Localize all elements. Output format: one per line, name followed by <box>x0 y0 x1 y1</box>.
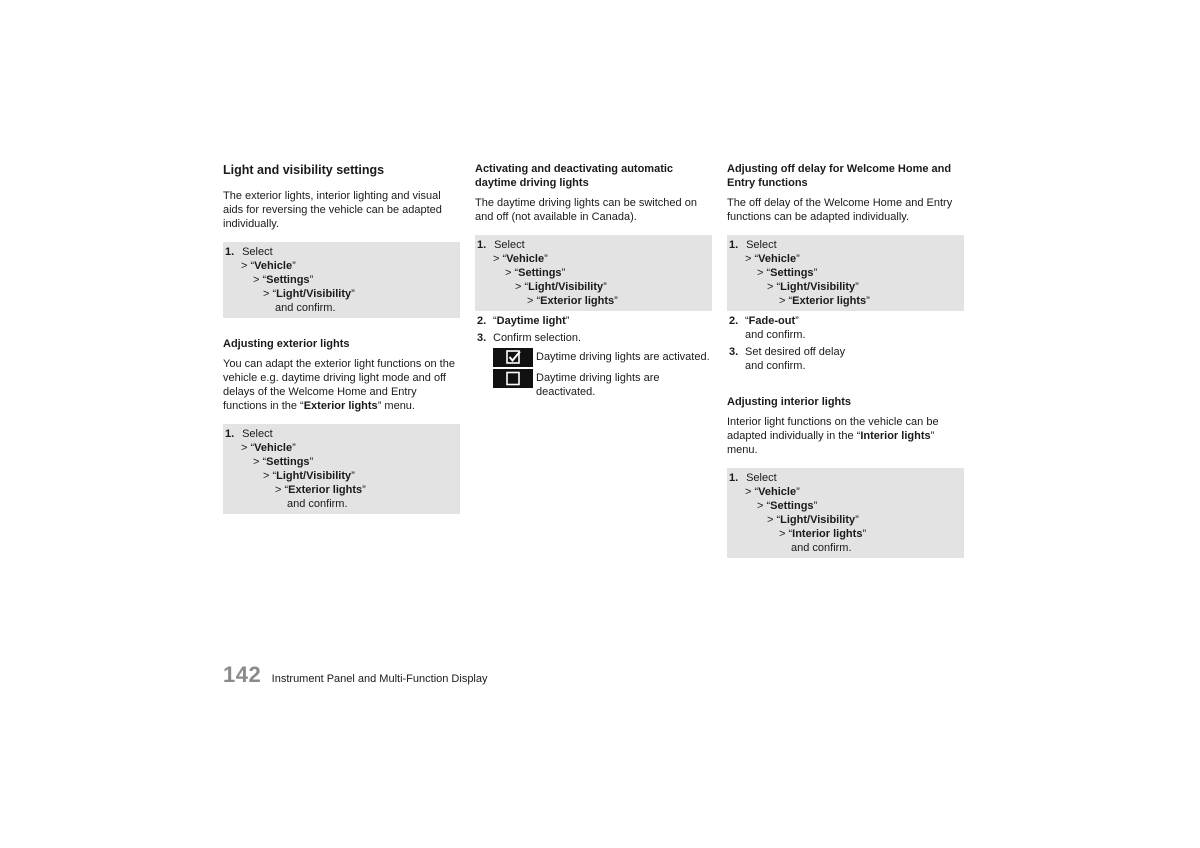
icon-legend-row <box>493 369 712 399</box>
step-number: 1. <box>225 246 235 258</box>
menu-path-item: > “Vehicle” <box>241 442 296 454</box>
subsection-title: Adjusting exterior lights <box>223 338 350 350</box>
menu-path-item: > “Light/Visibility” <box>263 288 355 300</box>
instruction-box <box>727 468 964 558</box>
column-2 <box>475 161 712 399</box>
instruction-box <box>475 235 712 311</box>
menu-path-item: > “Exterior lights” <box>779 295 870 307</box>
step-row: 2. “Fade-out” and confirm. <box>729 315 806 341</box>
step-row: 3. Confirm selection. <box>477 332 582 344</box>
checkbox-empty-icon <box>493 369 533 388</box>
step-text: Select <box>242 246 273 258</box>
menu-path-item: > “Settings” <box>757 267 818 279</box>
subsection-text: You can adapt the exterior light functions on the vehicle e.g. daytime driving light mode and off delays of the Welcome Home and Entry functions in the “Exterior lights” menu. <box>223 358 455 412</box>
instruction-box <box>223 242 460 318</box>
section-title: Adjusting off delay for Welcome Home and Entry functions <box>727 163 952 189</box>
step-row: 1. Select <box>225 428 273 440</box>
footer-section-title: Instrument Panel and Multi-Function Display <box>271 673 488 685</box>
step-row: 2. “Daytime light” <box>477 315 570 327</box>
menu-path-item: > “Settings” <box>253 274 314 286</box>
menu-path-item: > “Exterior lights” <box>527 295 618 307</box>
page-footer <box>223 662 488 688</box>
intro-text: The exterior lights, interior lighting and visual aids for reversing the vehicle can be adapted individually. <box>223 190 442 230</box>
column-1 <box>223 161 460 514</box>
menu-path-item: > “Exterior lights” <box>275 484 366 496</box>
subsection-title: Adjusting interior lights <box>727 396 852 408</box>
menu-path-item: > “Vehicle” <box>745 253 800 265</box>
confirm-text: and confirm. <box>287 498 348 510</box>
menu-path-item: > “Vehicle” <box>241 260 296 272</box>
menu-path-item: > “Settings” <box>757 500 818 512</box>
section-title: Light and visibility settings <box>223 163 385 177</box>
confirm-text: and confirm. <box>791 542 852 554</box>
subsection-text: Interior light functions on the vehicle can be adapted individually in the “Interior lights” menu. <box>727 416 939 456</box>
step-row: 1. Select <box>729 472 777 484</box>
menu-path-item: > “Light/Visibility” <box>767 514 859 526</box>
step-row: 3. Set desired off delay and confirm. <box>729 346 846 372</box>
icon-description: Daytime driving lights are activated. <box>536 351 710 363</box>
section-title: Activating and deactivating automatic daytime driving lights <box>475 163 674 189</box>
menu-path-item: > “Vehicle” <box>493 253 548 265</box>
menu-path-item: > “Interior lights” <box>779 528 867 540</box>
menu-path-item: > “Light/Visibility” <box>767 281 859 293</box>
menu-path-item: > “Vehicle” <box>745 486 800 498</box>
step-row: 1. Select <box>477 239 525 251</box>
step-row: 1. Select <box>729 239 777 251</box>
menu-path-item: > “Light/Visibility” <box>263 470 355 482</box>
step-row <box>225 245 458 259</box>
instruction-box <box>223 424 460 514</box>
page-number: 142 <box>223 662 262 687</box>
icon-legend-row <box>493 348 712 368</box>
instruction-box <box>727 235 964 311</box>
intro-text: The off delay of the Welcome Home and Entry functions can be adapted individually. <box>727 197 953 223</box>
intro-text: The daytime driving lights can be switched on and off (not available in Canada). <box>475 197 697 223</box>
icon-description: Daytime driving lights are deactivated. <box>536 372 660 398</box>
confirm-text: and confirm. <box>275 302 336 314</box>
menu-path-item: > “Settings” <box>505 267 566 279</box>
column-3 <box>727 161 964 558</box>
menu-path-item: > “Light/Visibility” <box>515 281 607 293</box>
checkbox-checked-icon <box>493 348 533 367</box>
menu-path-item: > “Settings” <box>253 456 314 468</box>
